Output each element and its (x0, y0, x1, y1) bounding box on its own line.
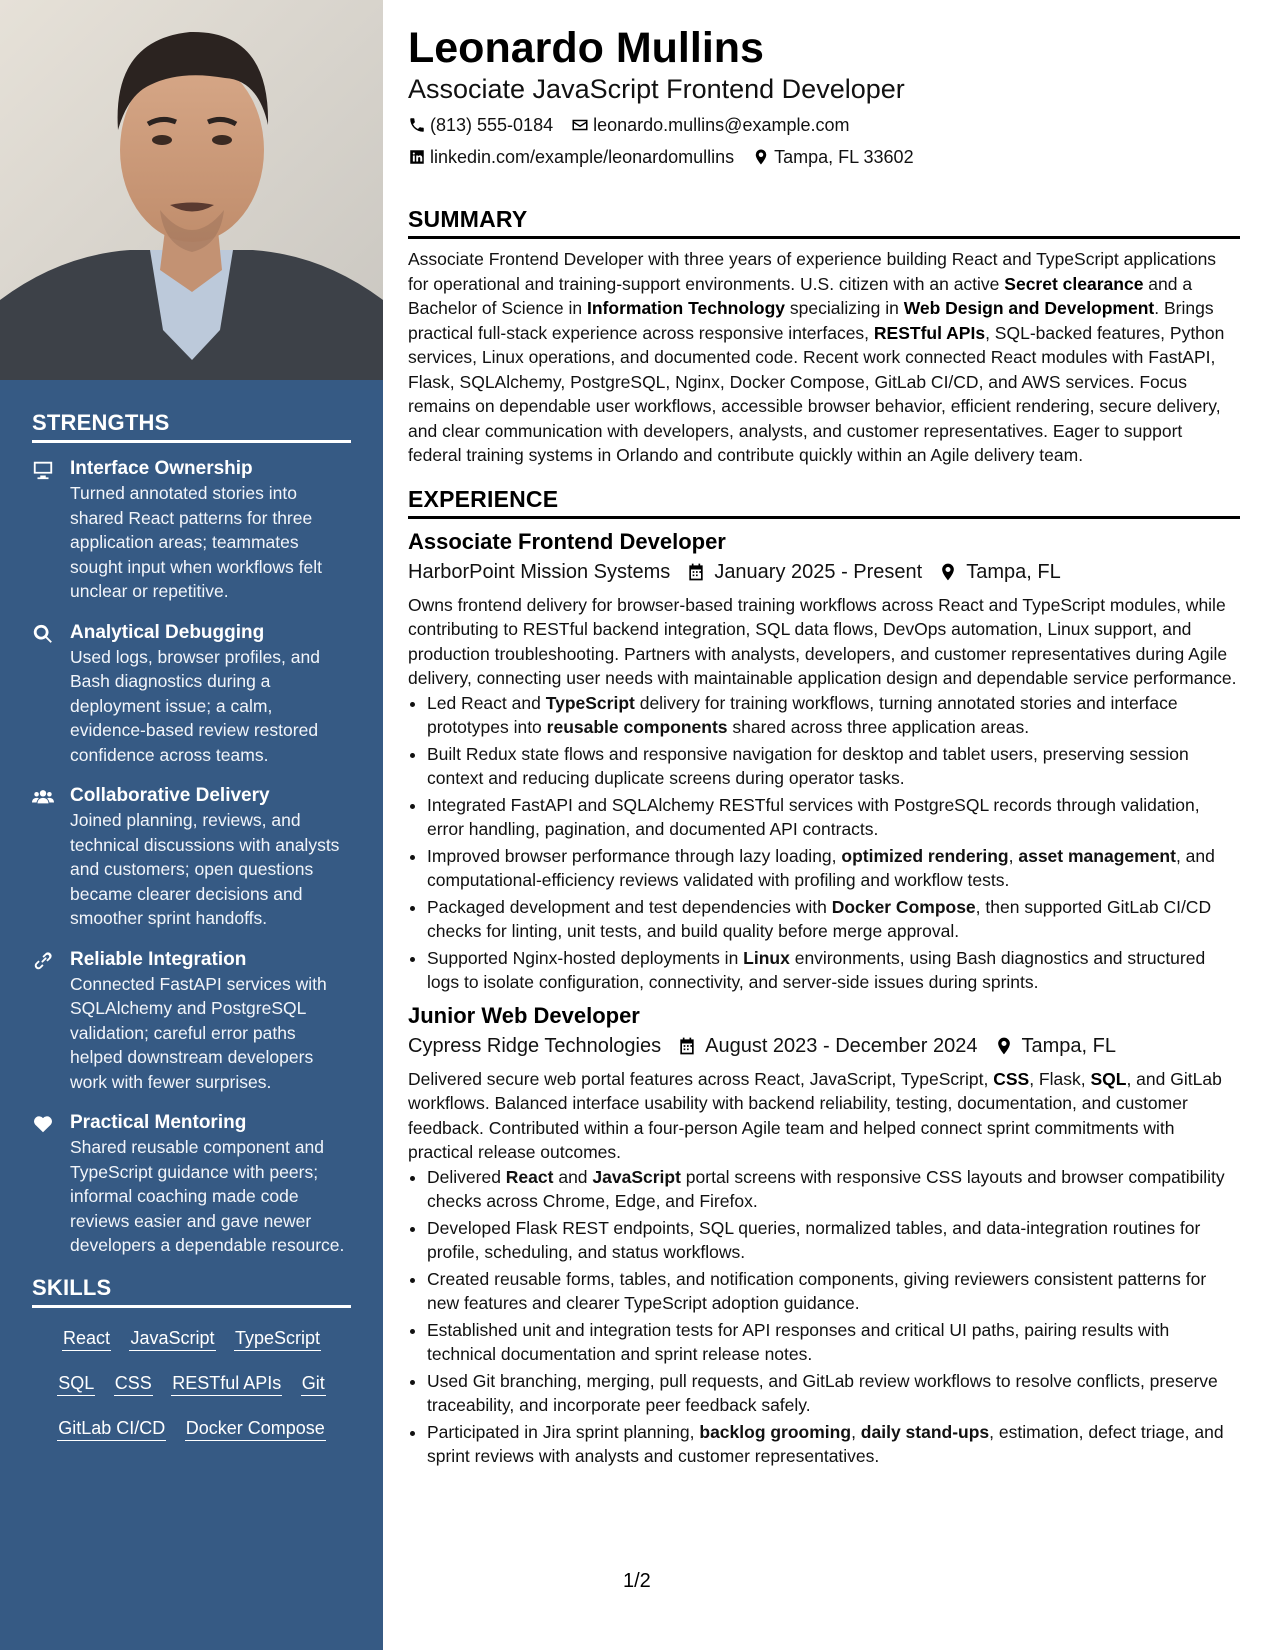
job-dates: August 2023 - December 2024 (705, 1034, 978, 1057)
sidebar (0, 0, 383, 1650)
text-run: Delivered (427, 1166, 506, 1187)
bullet-item (427, 742, 1240, 791)
email-icon (571, 116, 589, 134)
text-run: , and GitLab workflows. Balanced interface usability with backend reliability, testing, documentation, and customer feedback. Contributed within a four-person Agile team and helped connect sprint commitments with practical release outcomes. (408, 1068, 1222, 1162)
strength-desc: Connected FastAPI services with SQLAlchemy and PostgreSQL validation; careful error paths helped downstream developers work with fewer surprises. (70, 973, 327, 1092)
bullet-item (427, 1318, 1240, 1367)
text-run: , (851, 1421, 861, 1442)
job-entry (408, 527, 1240, 995)
strength-desc: Joined planning, reviews, and technical discussions with analysts and customers; open questions became clearer decisions and smoother sprint handoffs. (70, 810, 340, 928)
text-run: Associate Frontend Developer with three years of experience building React and TypeScript applications for operational and training-support environments. U.S. citizen with an active (408, 249, 1217, 294)
bullet-item (427, 1216, 1240, 1265)
bullet-item (427, 895, 1240, 944)
text-run: delivery for training workflows, turning annotated stories and interface prototypes into (427, 692, 1178, 737)
location-pin-icon (938, 562, 958, 582)
strength-item (32, 1111, 351, 1258)
bold-text: backlog grooming (699, 1421, 852, 1442)
job-title: Associate Frontend Developer (408, 528, 726, 554)
job-location: Tampa, FL (966, 560, 1061, 583)
bold-text: reusable components (546, 717, 728, 737)
strength-item (32, 457, 351, 604)
text-run: , then supported GitLab CI/CD checks for linting, unit tests, and build quality before merge approval. (427, 896, 1212, 941)
location-pin-icon (752, 148, 770, 166)
text-run: Created reusable forms, tables, and notification components, giving reviewers consistent patterns for new features and clearer TypeScript adoption guidance. (427, 1268, 1207, 1313)
company-name: Cypress Ridge Technologies (408, 1034, 662, 1057)
skill-tag: Docker Compose (185, 1416, 326, 1441)
strength-item (32, 621, 351, 768)
job-bullets (408, 691, 1240, 995)
text-run: Packaged development and test dependencies with (427, 896, 832, 917)
bold-text: JavaScript (592, 1166, 681, 1187)
text-run: Improved browser performance through lazy loading, (427, 845, 842, 866)
bold-text: Linux (743, 947, 790, 968)
linkedin-link[interactable]: linkedin.com/example/leonardomullins (430, 147, 735, 167)
page-number: 1/2 (623, 1570, 651, 1592)
text-run: . Brings practical full-stack experience across responsive interfaces, (408, 298, 1214, 343)
profile-photo (0, 0, 383, 380)
text-run: , Flask, (1029, 1068, 1091, 1089)
heart-icon (32, 1113, 54, 1135)
summary-text (408, 247, 1240, 468)
bold-text: asset management (1018, 845, 1176, 866)
location-pin-icon (994, 1036, 1014, 1056)
users-icon (32, 786, 54, 808)
bullet-item (427, 691, 1240, 740)
skill-tag: React (62, 1326, 111, 1351)
bold-text: RESTful APIs (873, 322, 986, 343)
bold-text: daily stand-ups (860, 1421, 990, 1442)
main-content (408, 22, 1240, 1471)
text-run: , and computational-efficiency reviews validated with profiling and workflow tests. (427, 845, 1215, 890)
location-text: Tampa, FL 33602 (774, 147, 914, 167)
bullet-item (427, 1420, 1240, 1469)
bullet-item (427, 946, 1240, 995)
job-description: Owns frontend delivery for browser-based training workflows across React and TypeScript modules, while contributing to RESTful backend integration, SQL data flows, DevOps automation, Linux support, and production troubleshooting. Partners with analysts, developers, and customer representatives during Agile delivery, connecting user needs with maintainable application design and dependable service performance. (408, 594, 1237, 688)
email-link[interactable]: leonardo.mullins@example.com (593, 115, 850, 135)
calendar-icon (677, 1036, 697, 1056)
linkedin-icon (408, 148, 426, 166)
bullet-item (427, 1369, 1240, 1418)
bold-text: optimized rendering (841, 845, 1009, 866)
text-run: environments, using Bash diagnostics and structured logs to isolate configuration, connectivity, and server-side issues during sprints. (427, 947, 1206, 992)
skills-list (32, 1322, 351, 1461)
skill-tag: JavaScript (129, 1326, 215, 1351)
monitor-icon (32, 459, 54, 481)
link-icon (32, 950, 54, 972)
text-run: and a Bachelor of Science in (408, 273, 1193, 318)
contact-row (408, 144, 1240, 170)
text-run: , (1008, 845, 1019, 866)
skill-tag: GitLab CI/CD (57, 1416, 166, 1441)
strength-item (32, 784, 351, 931)
text-run: Participated in Jira sprint planning, (427, 1421, 700, 1442)
job-meta (408, 1031, 1240, 1061)
text-run: shared across three application areas. (727, 717, 1030, 737)
strength-desc: Turned annotated stories into shared React patterns for three application areas; teammates sought input when workflows felt unclear or repetitive. (70, 483, 322, 601)
skills-heading: SKILLS (32, 1275, 351, 1308)
bold-text: Secret clearance (1004, 273, 1144, 294)
skill-tag: CSS (114, 1371, 153, 1396)
text-run: Led React and (427, 692, 546, 713)
text-run: Integrated FastAPI and SQLAlchemy RESTful services with PostgreSQL records through validation, error handling, pagination, and documented API contracts. (427, 794, 1200, 839)
job-dates: January 2025 - Present (714, 560, 923, 583)
contact-row (408, 112, 1240, 138)
text-run: Built Redux state flows and responsive navigation for desktop and tablet users, preserving session context and reducing duplicate screens during operator tasks. (427, 743, 1189, 788)
strength-title: Analytical Debugging (70, 621, 265, 643)
bold-text: TypeScript (545, 692, 635, 713)
search-icon (32, 623, 54, 645)
strength-desc: Shared reusable component and TypeScript guidance with peers; informal coaching made code reviews easier and gave newer developers a dependable resource. (70, 1137, 345, 1255)
strength-item (32, 948, 351, 1095)
text-run: Developed Flask REST endpoints, SQL queries, normalized tables, and data-integration routines for profile, scheduling, and status workflows. (427, 1217, 1201, 1262)
phone-text: (813) 555-0184 (430, 115, 554, 135)
skill-tag: Git (301, 1371, 326, 1396)
text-run: specializing in (785, 298, 904, 318)
skill-tag: RESTful APIs (171, 1371, 282, 1396)
candidate-name: Leonardo Mullins (408, 24, 764, 72)
company-name: HarborPoint Mission Systems (408, 560, 671, 583)
phone-icon (408, 116, 426, 134)
text-run: Delivered secure web portal features across React, JavaScript, TypeScript, (408, 1068, 994, 1089)
skill-tag: SQL (57, 1371, 95, 1396)
bold-text: Docker Compose (831, 896, 976, 917)
text-run: , estimation, defect triage, and sprint reviews with analysts and customer representatives. (427, 1421, 1224, 1466)
strength-title: Reliable Integration (70, 948, 247, 970)
bold-text: React (505, 1166, 554, 1187)
bold-text: CSS (993, 1068, 1030, 1089)
experience-heading: EXPERIENCE (408, 486, 1240, 519)
text-run: Supported Nginx-hosted deployments in (427, 947, 744, 968)
bullet-item (427, 844, 1240, 893)
job-meta (408, 557, 1240, 587)
job-bullets (408, 1165, 1240, 1469)
text-run: Established unit and integration tests for API responses and critical UI paths, pairing results with technical documentation and sprint release notes. (427, 1319, 1170, 1364)
text-run: and (553, 1166, 593, 1187)
text-run: , SQL-backed features, Python services, Linux operations, and documented code. Recent work connected React modules with FastAPI, Flask, SQLAlchemy, PostgreSQL, Nginx, Docker Compose, GitLab CI/CD, and AWS services. Focus remains on dependable user workflows, accessible browser behavior, efficient rendering, secure delivery, and clear communication with developers, analysts, and customer representatives. Eager to support federal training systems in Orlando and contribute quickly within an Agile delivery team. (408, 322, 1225, 465)
bullet-item (427, 793, 1240, 842)
summary-heading: SUMMARY (408, 206, 1240, 239)
strengths-heading: STRENGTHS (32, 410, 351, 443)
job-description (408, 1067, 1240, 1165)
bullet-item (427, 1165, 1240, 1214)
job-location: Tampa, FL (1021, 1034, 1116, 1057)
job-headline: Associate JavaScript Frontend Developer (408, 74, 905, 104)
strength-title: Practical Mentoring (70, 1112, 247, 1133)
skill-tag: TypeScript (234, 1326, 321, 1351)
bold-text: Web Design and Development (903, 298, 1155, 318)
bold-text: SQL (1090, 1068, 1127, 1089)
text-run: portal screens with responsive CSS layouts and browser compatibility checks across Chrome, Edge, and Firefox. (427, 1166, 1225, 1211)
calendar-icon (686, 562, 706, 582)
strength-desc: Used logs, browser profiles, and Bash diagnostics during a deployment issue; a calm, evidence-based review restored confidence across teams. (70, 646, 320, 765)
bold-text: Information Technology (587, 298, 786, 318)
text-run: Used Git branching, merging, pull requests, and GitLab review workflows to resolve conflicts, preserve traceability, and incorporate peer feedback safely. (427, 1370, 1218, 1415)
strength-title: Interface Ownership (70, 458, 253, 479)
job-title: Junior Web Developer (408, 1002, 640, 1028)
job-entry (408, 1001, 1240, 1469)
bullet-item (427, 1267, 1240, 1316)
strength-title: Collaborative Delivery (70, 785, 270, 806)
